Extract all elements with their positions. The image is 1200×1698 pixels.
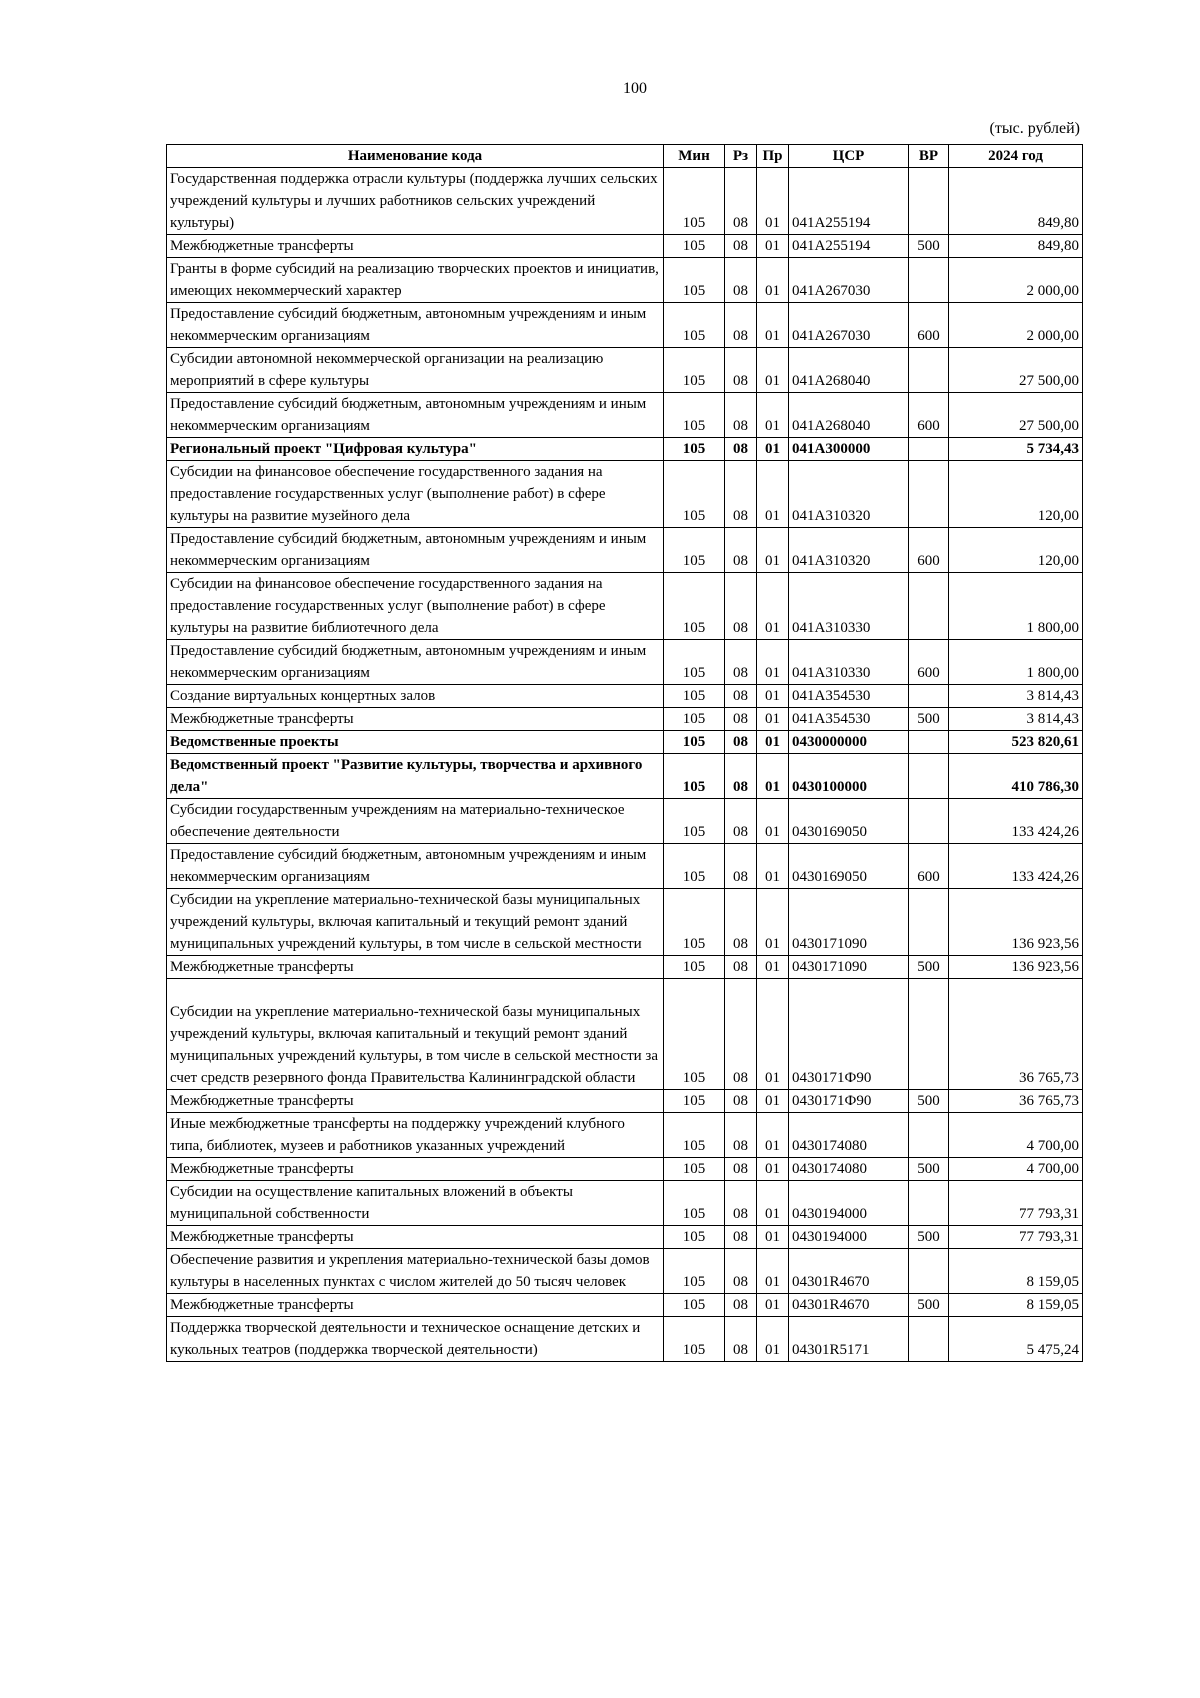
cell-sum: 8 159,05 xyxy=(949,1294,1083,1317)
cell-min: 105 xyxy=(664,754,725,799)
cell-vr xyxy=(909,889,949,956)
header-min: Мин xyxy=(664,145,725,168)
cell-pr: 01 xyxy=(757,1317,789,1362)
cell-csr: 0430194000 xyxy=(789,1181,909,1226)
table-row xyxy=(167,1181,1083,1226)
cell-pr: 01 xyxy=(757,731,789,754)
cell-vr: 500 xyxy=(909,1158,949,1181)
cell-rz: 08 xyxy=(725,348,757,393)
cell-csr: 0430174080 xyxy=(789,1113,909,1158)
cell-csr: 0430169050 xyxy=(789,799,909,844)
cell-sum: 27 500,00 xyxy=(949,348,1083,393)
table-row xyxy=(167,528,1083,573)
cell-rz: 08 xyxy=(725,573,757,640)
cell-rz: 08 xyxy=(725,1294,757,1317)
table-row xyxy=(167,799,1083,844)
table-row xyxy=(167,889,1083,956)
cell-vr xyxy=(909,1249,949,1294)
cell-sum: 133 424,26 xyxy=(949,799,1083,844)
cell-name: Межбюджетные трансферты xyxy=(167,1090,664,1113)
cell-min: 105 xyxy=(664,799,725,844)
cell-csr: 0430174080 xyxy=(789,1158,909,1181)
cell-pr: 01 xyxy=(757,640,789,685)
cell-sum: 1 800,00 xyxy=(949,640,1083,685)
cell-pr: 01 xyxy=(757,956,789,979)
cell-vr: 600 xyxy=(909,393,949,438)
table-row xyxy=(167,235,1083,258)
cell-pr: 01 xyxy=(757,348,789,393)
cell-name: Субсидии на укрепление материально-технической базы муниципальных учреждений культуры, включая капитальный и текущий ремонт зданий муниципальных учреждений культуры, в том числе в сельской местности за счет средств резервного фонда Правительства Калининградской области xyxy=(167,979,664,1090)
cell-rz: 08 xyxy=(725,168,757,235)
cell-name: Межбюджетные трансферты xyxy=(167,1158,664,1181)
cell-pr: 01 xyxy=(757,844,789,889)
units-label: (тыс. рублей) xyxy=(989,120,1080,137)
cell-pr: 01 xyxy=(757,1294,789,1317)
cell-pr: 01 xyxy=(757,754,789,799)
cell-csr: 04301R4670 xyxy=(789,1249,909,1294)
cell-pr: 01 xyxy=(757,235,789,258)
cell-rz: 08 xyxy=(725,235,757,258)
cell-sum: 36 765,73 xyxy=(949,1090,1083,1113)
cell-vr: 500 xyxy=(909,1294,949,1317)
cell-pr: 01 xyxy=(757,1090,789,1113)
cell-vr: 600 xyxy=(909,528,949,573)
cell-csr: 041A267030 xyxy=(789,303,909,348)
table-row xyxy=(167,393,1083,438)
cell-min: 105 xyxy=(664,731,725,754)
cell-name: Субсидии на осуществление капитальных вложений в объекты муниципальной собственности xyxy=(167,1181,664,1226)
cell-min: 105 xyxy=(664,889,725,956)
cell-vr xyxy=(909,1113,949,1158)
cell-sum: 77 793,31 xyxy=(949,1181,1083,1226)
table-row xyxy=(167,1226,1083,1249)
cell-rz: 08 xyxy=(725,1090,757,1113)
cell-min: 105 xyxy=(664,235,725,258)
cell-name: Государственная поддержка отрасли культуры (поддержка лучших сельских учреждений культуры и лучших работников сельских учреждений культуры) xyxy=(167,168,664,235)
cell-min: 105 xyxy=(664,956,725,979)
cell-name: Поддержка творческой деятельности и техническое оснащение детских и кукольных театров (поддержка творческой деятельности) xyxy=(167,1317,664,1362)
cell-csr: 041A354530 xyxy=(789,685,909,708)
cell-csr: 0430171090 xyxy=(789,956,909,979)
cell-min: 105 xyxy=(664,348,725,393)
cell-name: Гранты в форме субсидий на реализацию творческих проектов и инициатив, имеющих некоммерческий характер xyxy=(167,258,664,303)
cell-name: Межбюджетные трансферты xyxy=(167,235,664,258)
cell-csr: 041A310320 xyxy=(789,528,909,573)
cell-sum: 1 800,00 xyxy=(949,573,1083,640)
cell-pr: 01 xyxy=(757,393,789,438)
cell-name: Субсидии на финансовое обеспечение государственного задания на предоставление государственных услуг (выполнение работ) в сфере культуры на развитие музейного дела xyxy=(167,461,664,528)
cell-pr: 01 xyxy=(757,528,789,573)
cell-pr: 01 xyxy=(757,303,789,348)
cell-pr: 01 xyxy=(757,1113,789,1158)
table-header-row xyxy=(167,145,1083,168)
cell-vr xyxy=(909,799,949,844)
cell-rz: 08 xyxy=(725,844,757,889)
cell-vr xyxy=(909,685,949,708)
cell-pr: 01 xyxy=(757,461,789,528)
table-row xyxy=(167,461,1083,528)
cell-rz: 08 xyxy=(725,979,757,1090)
cell-vr xyxy=(909,258,949,303)
cell-pr: 01 xyxy=(757,258,789,303)
cell-min: 105 xyxy=(664,393,725,438)
cell-sum: 120,00 xyxy=(949,461,1083,528)
cell-name: Создание виртуальных концертных залов xyxy=(167,685,664,708)
cell-vr xyxy=(909,754,949,799)
cell-name: Межбюджетные трансферты xyxy=(167,708,664,731)
cell-name: Субсидии на укрепление материально-технической базы муниципальных учреждений культуры, включая капитальный и текущий ремонт зданий муниципальных учреждений культуры, в том числе в сельской местности xyxy=(167,889,664,956)
cell-sum: 4 700,00 xyxy=(949,1113,1083,1158)
cell-pr: 01 xyxy=(757,1181,789,1226)
cell-vr xyxy=(909,979,949,1090)
table-row xyxy=(167,348,1083,393)
cell-csr: 041A310330 xyxy=(789,573,909,640)
table-row xyxy=(167,708,1083,731)
cell-min: 105 xyxy=(664,685,725,708)
cell-min: 105 xyxy=(664,168,725,235)
cell-name: Ведомственные проекты xyxy=(167,731,664,754)
cell-name: Субсидии на финансовое обеспечение государственного задания на предоставление государственных услуг (выполнение работ) в сфере культуры на развитие библиотечного дела xyxy=(167,573,664,640)
cell-csr: 0430171Ф90 xyxy=(789,1090,909,1113)
table-row xyxy=(167,640,1083,685)
table-row xyxy=(167,573,1083,640)
cell-vr xyxy=(909,348,949,393)
cell-rz: 08 xyxy=(725,303,757,348)
cell-rz: 08 xyxy=(725,799,757,844)
cell-min: 105 xyxy=(664,303,725,348)
table-row xyxy=(167,685,1083,708)
cell-name: Межбюджетные трансферты xyxy=(167,956,664,979)
table-row xyxy=(167,258,1083,303)
cell-vr: 600 xyxy=(909,844,949,889)
cell-pr: 01 xyxy=(757,1249,789,1294)
cell-rz: 08 xyxy=(725,708,757,731)
cell-min: 105 xyxy=(664,1113,725,1158)
cell-csr: 041A255194 xyxy=(789,235,909,258)
cell-name: Обеспечение развития и укрепления материально-технической базы домов культуры в населенных пунктах с числом жителей до 50 тысяч человек xyxy=(167,1249,664,1294)
cell-pr: 01 xyxy=(757,573,789,640)
cell-vr: 600 xyxy=(909,640,949,685)
cell-min: 105 xyxy=(664,1226,725,1249)
cell-sum: 27 500,00 xyxy=(949,393,1083,438)
header-rz: Рз xyxy=(725,145,757,168)
cell-csr: 0430171090 xyxy=(789,889,909,956)
cell-name: Предоставление субсидий бюджетным, автономным учреждениям и иным некоммерческим организациям xyxy=(167,303,664,348)
cell-rz: 08 xyxy=(725,438,757,461)
cell-name: Межбюджетные трансферты xyxy=(167,1294,664,1317)
cell-sum: 136 923,56 xyxy=(949,889,1083,956)
cell-pr: 01 xyxy=(757,889,789,956)
header-name: Наименование кода xyxy=(167,145,664,168)
cell-csr: 0430169050 xyxy=(789,844,909,889)
cell-name: Предоставление субсидий бюджетным, автономным учреждениям и иным некоммерческим организациям xyxy=(167,528,664,573)
header-year: 2024 год xyxy=(949,145,1083,168)
table-row xyxy=(167,731,1083,754)
cell-sum: 849,80 xyxy=(949,235,1083,258)
cell-vr xyxy=(909,438,949,461)
cell-min: 105 xyxy=(664,1317,725,1362)
cell-name: Предоставление субсидий бюджетным, автономным учреждениям и иным некоммерческим организациям xyxy=(167,393,664,438)
table-row xyxy=(167,1294,1083,1317)
cell-min: 105 xyxy=(664,573,725,640)
cell-rz: 08 xyxy=(725,1317,757,1362)
cell-vr xyxy=(909,1181,949,1226)
cell-name: Ведомственный проект "Развитие культуры, творчества и архивного дела" xyxy=(167,754,664,799)
cell-rz: 08 xyxy=(725,461,757,528)
cell-sum: 3 814,43 xyxy=(949,685,1083,708)
cell-csr: 041A310320 xyxy=(789,461,909,528)
cell-name: Субсидии автономной некоммерческой организации на реализацию мероприятий в сфере культуры xyxy=(167,348,664,393)
cell-min: 105 xyxy=(664,1181,725,1226)
cell-csr: 0430194000 xyxy=(789,1226,909,1249)
cell-rz: 08 xyxy=(725,1181,757,1226)
cell-rz: 08 xyxy=(725,393,757,438)
cell-pr: 01 xyxy=(757,685,789,708)
cell-csr: 041A310330 xyxy=(789,640,909,685)
cell-rz: 08 xyxy=(725,1158,757,1181)
cell-rz: 08 xyxy=(725,1226,757,1249)
cell-min: 105 xyxy=(664,1158,725,1181)
cell-rz: 08 xyxy=(725,640,757,685)
cell-pr: 01 xyxy=(757,438,789,461)
cell-name: Предоставление субсидий бюджетным, автономным учреждениям и иным некоммерческим организациям xyxy=(167,844,664,889)
cell-sum: 3 814,43 xyxy=(949,708,1083,731)
cell-rz: 08 xyxy=(725,956,757,979)
budget-table xyxy=(166,144,1083,1362)
cell-name: Иные межбюджетные трансферты на поддержку учреждений клубного типа, библиотек, музеев и работников указанных учреждений xyxy=(167,1113,664,1158)
table-row xyxy=(167,1113,1083,1158)
cell-csr: 0430100000 xyxy=(789,754,909,799)
cell-min: 105 xyxy=(664,461,725,528)
cell-sum: 410 786,30 xyxy=(949,754,1083,799)
cell-csr: 0430000000 xyxy=(789,731,909,754)
cell-vr: 500 xyxy=(909,1090,949,1113)
cell-sum: 120,00 xyxy=(949,528,1083,573)
cell-min: 105 xyxy=(664,1294,725,1317)
cell-sum: 77 793,31 xyxy=(949,1226,1083,1249)
table-row xyxy=(167,754,1083,799)
cell-min: 105 xyxy=(664,640,725,685)
header-csr: ЦСР xyxy=(789,145,909,168)
cell-rz: 08 xyxy=(725,1113,757,1158)
cell-pr: 01 xyxy=(757,799,789,844)
cell-min: 105 xyxy=(664,844,725,889)
header-pr: Пр xyxy=(757,145,789,168)
cell-sum: 36 765,73 xyxy=(949,979,1083,1090)
cell-rz: 08 xyxy=(725,1249,757,1294)
table-row xyxy=(167,1090,1083,1113)
cell-sum: 8 159,05 xyxy=(949,1249,1083,1294)
cell-pr: 01 xyxy=(757,1158,789,1181)
cell-sum: 849,80 xyxy=(949,168,1083,235)
cell-csr: 041A300000 xyxy=(789,438,909,461)
cell-name: Региональный проект "Цифровая культура" xyxy=(167,438,664,461)
cell-sum: 4 700,00 xyxy=(949,1158,1083,1181)
cell-pr: 01 xyxy=(757,168,789,235)
cell-vr: 500 xyxy=(909,235,949,258)
cell-vr: 500 xyxy=(909,708,949,731)
cell-csr: 041A255194 xyxy=(789,168,909,235)
cell-vr: 500 xyxy=(909,1226,949,1249)
cell-sum: 2 000,00 xyxy=(949,258,1083,303)
cell-min: 105 xyxy=(664,438,725,461)
cell-vr xyxy=(909,731,949,754)
cell-min: 105 xyxy=(664,258,725,303)
cell-vr xyxy=(909,461,949,528)
cell-rz: 08 xyxy=(725,258,757,303)
page-number: 100 xyxy=(623,80,647,97)
cell-csr: 041A268040 xyxy=(789,393,909,438)
cell-sum: 5 475,24 xyxy=(949,1317,1083,1362)
cell-sum: 2 000,00 xyxy=(949,303,1083,348)
cell-rz: 08 xyxy=(725,731,757,754)
cell-min: 105 xyxy=(664,1090,725,1113)
cell-vr: 600 xyxy=(909,303,949,348)
cell-sum: 523 820,61 xyxy=(949,731,1083,754)
cell-min: 105 xyxy=(664,1249,725,1294)
cell-pr: 01 xyxy=(757,708,789,731)
table-row xyxy=(167,844,1083,889)
cell-rz: 08 xyxy=(725,889,757,956)
cell-min: 105 xyxy=(664,979,725,1090)
table-row xyxy=(167,1249,1083,1294)
cell-csr: 041A354530 xyxy=(789,708,909,731)
cell-min: 105 xyxy=(664,528,725,573)
table-row xyxy=(167,1317,1083,1362)
cell-name: Субсидии государственным учреждениям на материально-техническое обеспечение деятельности xyxy=(167,799,664,844)
header-vr: ВР xyxy=(909,145,949,168)
cell-csr: 0430171Ф90 xyxy=(789,979,909,1090)
table-row xyxy=(167,168,1083,235)
table-body xyxy=(167,168,1083,1362)
cell-sum: 5 734,43 xyxy=(949,438,1083,461)
table-row xyxy=(167,979,1083,1090)
cell-vr xyxy=(909,573,949,640)
cell-pr: 01 xyxy=(757,979,789,1090)
cell-sum: 136 923,56 xyxy=(949,956,1083,979)
cell-csr: 041A268040 xyxy=(789,348,909,393)
table-row xyxy=(167,956,1083,979)
cell-min: 105 xyxy=(664,708,725,731)
cell-vr xyxy=(909,168,949,235)
table-row xyxy=(167,303,1083,348)
cell-csr: 041A267030 xyxy=(789,258,909,303)
cell-name: Межбюджетные трансферты xyxy=(167,1226,664,1249)
table-row xyxy=(167,438,1083,461)
cell-vr xyxy=(909,1317,949,1362)
table-row xyxy=(167,1158,1083,1181)
cell-pr: 01 xyxy=(757,1226,789,1249)
cell-name: Предоставление субсидий бюджетным, автономным учреждениям и иным некоммерческим организациям xyxy=(167,640,664,685)
cell-rz: 08 xyxy=(725,528,757,573)
cell-rz: 08 xyxy=(725,685,757,708)
cell-vr: 500 xyxy=(909,956,949,979)
cell-sum: 133 424,26 xyxy=(949,844,1083,889)
cell-rz: 08 xyxy=(725,754,757,799)
cell-csr: 04301R5171 xyxy=(789,1317,909,1362)
cell-csr: 04301R4670 xyxy=(789,1294,909,1317)
